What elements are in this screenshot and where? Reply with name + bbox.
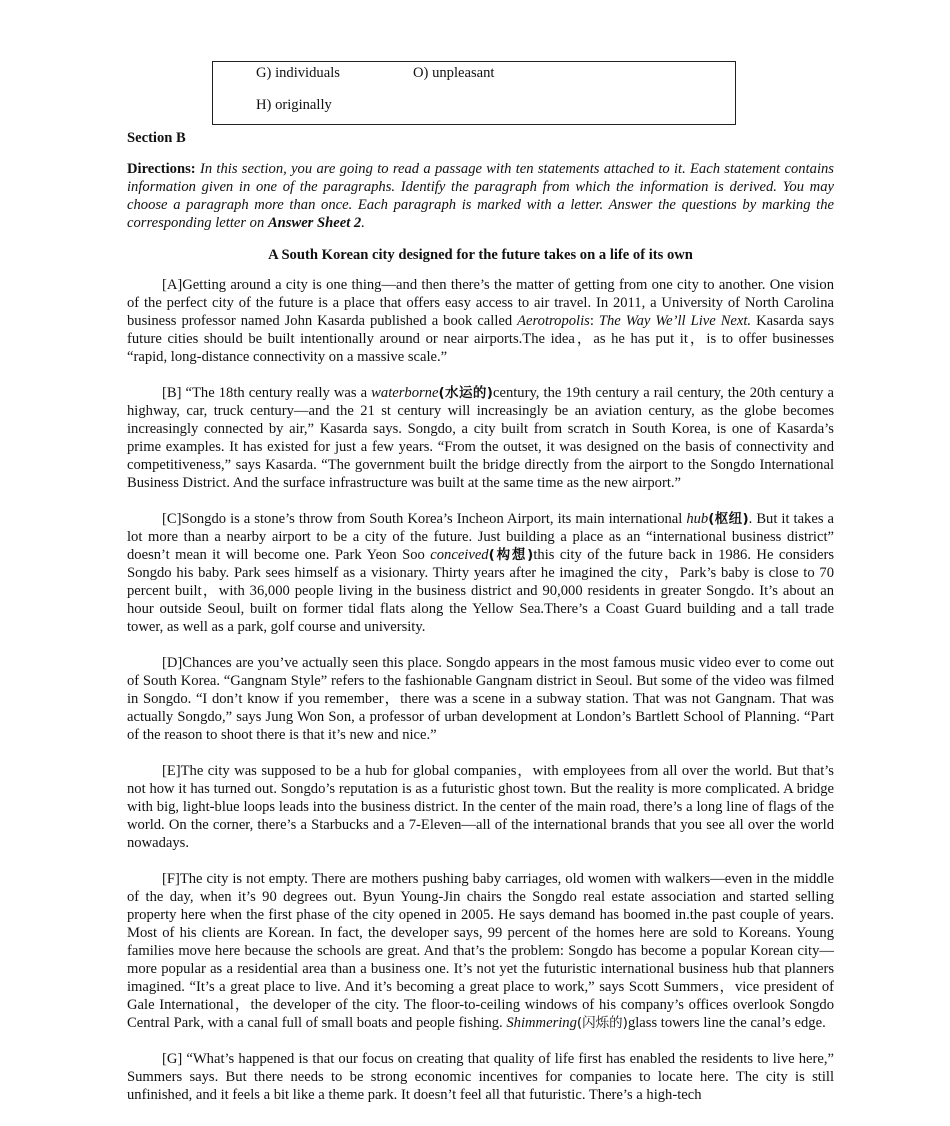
glossed-term: hub — [686, 511, 709, 527]
directions-text: In this section, you are going to read a passage with ten statements attached to it. Each statement contains information given in one of the paragraphs. Identify the paragraph from which the information is derived. You may choose a paragraph more than once. Each paragraph is marked with a letter. Answer the questions by marking the corresponding letter on — [127, 161, 834, 231]
word-bank-box — [212, 61, 736, 125]
gloss: (枢纽) — [708, 511, 749, 527]
gloss: (水运的) — [438, 385, 493, 401]
word-option: H) originally — [256, 97, 332, 113]
gloss: (构想) — [488, 547, 534, 563]
paragraph-d: [D]Chances are you’ve actually seen this place. Songdo appears in the most famous music video ever to come out of South Korea. “Gangnam Style” refers to the fashionable Gangnam district in Seoul. But some of the video was filmed in Songdo. “I don’t know if you remember，there was a scene in a subway station. That was not Gangnam. That was actually Songdo,” says Jung Won Son, a professor of urban development at London’s Bartlett School of Planning. “Part of the reason to shoot there is that it’s new and nice.” — [127, 655, 834, 743]
directions-label: Directions: — [127, 161, 196, 177]
paragraph-e: [E]The city was supposed to be a hub for global companies，with employees from all over the world. But that’s not how it has turned out. Songdo’s reputation is as a futuristic ghost town. But the reality is more complicated. A bridge with big, light-blue loops leads into the business district. In the center of the main road, there’s a long line of flags of the world. On the corner, there’s a Starbucks and a 7-Eleven—all of the international brands that you see all over the world nowadays. — [127, 763, 834, 851]
word-option: O) unpleasant — [413, 65, 495, 81]
paragraph-f: [F]The city is not empty. There are mothers pushing baby carriages, old women with walkers—even in the middle of the day, when it’s 90 degrees out. Byun Young-Jin chairs the Songdo real estate association and started selling property here when the first phase of the city opened in 2005. He says demand has boomed in.the past couple of years. Most of his clients are Korean. In fact, the developer says, 99 percent of the homes here are sold to Koreans. Young families move here because the schools are great. And that’s the problem: Songdo has become a popular Korean city—more popular as a residential area than a business one. It’s not yet the futuristic international business hub that planners imagined. “It’s a great place to live. And it’s becoming a great place to work,” says Scott Summers，vice president of Gale International，the developer of the city. The floor-to-ceiling windows of his company’s offices overlook Songdo Central Park, with a canal full of small boats and people fishing. Shimmering(闪烁的)glass towers line the canal’s edge. — [127, 871, 834, 1031]
word-option: G) individuals — [256, 65, 340, 81]
article-body — [127, 276, 834, 1122]
directions: Directions: In this section, you are going to read a passage with ten statements attached to it. Each statement contains information given in one of the paragraphs. Identify the paragraph from which the information is derived. You may choose a paragraph more than once. Each paragraph is marked with a letter. Answer the questions by marking the corresponding letter on Answer Sheet 2. — [127, 161, 834, 231]
gloss: (闪烁的) — [576, 1015, 628, 1031]
paragraph-c: [C]Songdo is a stone’s throw from South Korea’s Incheon Airport, its main international hub(枢纽). But it takes a lot more than a nearby airport to be a city of the future. Just building a place as an “international business district” doesn’t mean it will become one. Park Yeon Soo conceived(构想)this city of the future back in 1986. He considers Songdo his baby. Park sees himself as a visionary. Thirty years after he imagined the city，Park’s baby is close to 70 percent built，with 36,000 people living in the business district and 90,000 residents in greater Songdo. It’s about an hour outside Seoul, built on former tidal flats along the Yellow Sea.There’s a Coast Guard building and a tall trade tower, as well as a park, golf course and university. — [127, 511, 835, 635]
answer-sheet-ref: Answer Sheet 2 — [267, 215, 362, 231]
glossed-term: waterborne — [371, 385, 439, 401]
paragraph-a: [A]Getting around a city is one thing—and then there’s the matter of getting from one city to another. One vision of the perfect city of the future is a place that offers easy access to air travel. In 2011, a University of North Carolina business professor named John Kasarda published a book called Aerotropolis: The Way We’ll Live Next. Kasarda says future cities should be built intentionally around or near airports.The idea，as he has put it，is to offer businesses “rapid, long-distance connectivity on a massive scale.” — [127, 277, 834, 365]
book-subtitle: The Way We’ll Live Next. — [598, 313, 752, 329]
article-title: A South Korean city designed for the future takes on a life of its own — [268, 247, 693, 263]
paragraph-b: [B] “The 18th century really was a waterborne(水运的)century, the 19th century a rail century, the 20th century a highway, car, truck century—and the 21 st century will increasingly be an aviation century, as the globe becomes increasingly connected by air,” Kasarda says. Songdo, a city built from scratch in South Korea, is one of Kasarda’s prime examples. It has existed for just a few years. “From the outset, it was designed on the basis of connectivity and competitiveness,” says Kasarda. “The government built the bridge directly from the airport to the Songdo International Business District. And the surface infrastructure was built at the same time as the new airport.” — [127, 385, 835, 491]
paragraph-g: [G] “What’s happened is that our focus on creating that quality of life first has enabled the residents to live here,” Summers says. But there needs to be strong economic incentives for companies to locate here. The city is still unfinished, and it feels a bit like a theme park. It doesn’t feel all that futuristic. There’s a high-tech — [127, 1051, 834, 1103]
section-heading: Section B — [127, 130, 186, 146]
glossed-term: Shimmering — [506, 1015, 577, 1031]
glossed-term: conceived — [430, 547, 489, 563]
book-title: Aerotropolis — [517, 313, 590, 329]
